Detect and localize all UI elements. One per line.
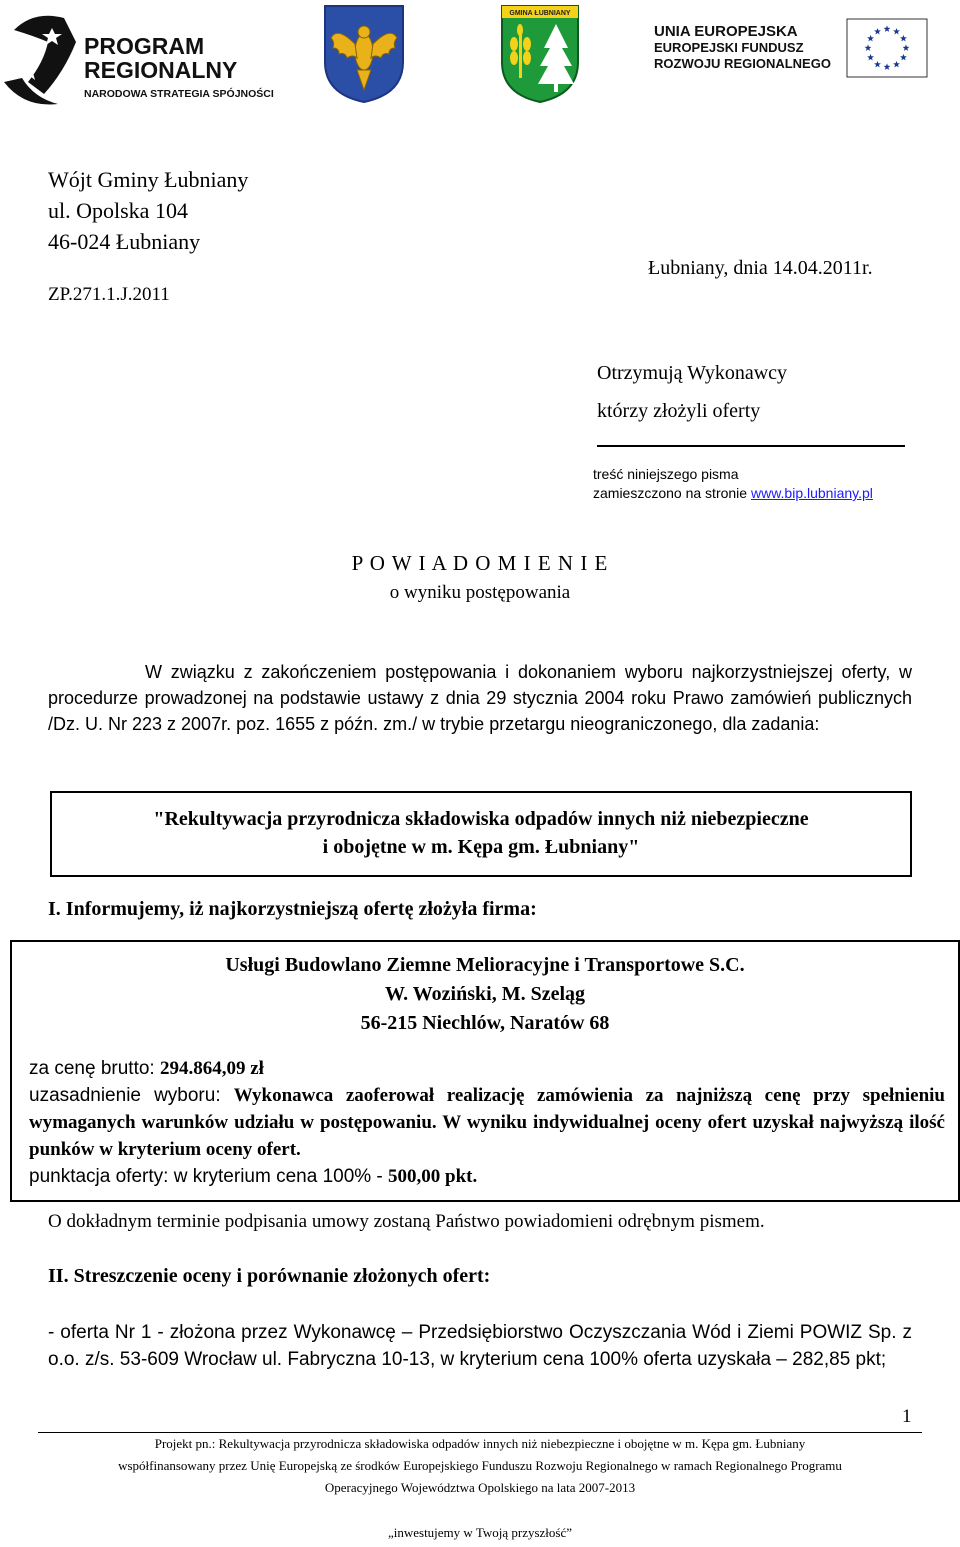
price-value: 294.864,09 zł bbox=[159, 1058, 264, 1079]
program-line-1: PROGRAM bbox=[84, 33, 205, 59]
eu-line-3: ROZWOJU REGIONALNEGO bbox=[654, 56, 831, 71]
recipient-underline bbox=[597, 445, 905, 447]
task-line-1: "Rekultywacja przyrodnicza składowiska odpadów innych niż niebezpieczne bbox=[153, 808, 809, 830]
recipient-line-2: którzy złożyli oferty bbox=[597, 400, 761, 422]
page-number: 1 bbox=[902, 1406, 912, 1427]
program-regionalny-logo bbox=[4, 8, 294, 108]
reason-text: Wykonawca zaoferował realizację zamówienia za najniższą cenę przy spełnieniu wymaganych warunków udziału w postępowaniu. W wyniku indywidualnej oceny ofert uzyskał najwyższą ilość punków w kryterium oceny ofert. bbox=[29, 1085, 945, 1160]
footer-line-1: Projekt pn.: Rekultywacja przyrodnicza składowiska odpadów innych niż niebezpieczne i obojętne w m. Kępa gm. Łubniany bbox=[154, 1436, 806, 1451]
sender-line-2: ul. Opolska 104 bbox=[48, 198, 188, 223]
note-prefix: zamieszczono na stronie bbox=[593, 485, 751, 501]
info-line: O dokładnym terminie podpisania umowy zostaną Państwo powiadomieni odrębnym pismem. bbox=[48, 1211, 765, 1232]
program-line-2: REGIONALNY bbox=[84, 57, 238, 83]
opolskie-coat-of-arms-icon bbox=[323, 4, 405, 104]
footer-slogan: „inwestujemy w Twoją przyszłość” bbox=[387, 1525, 573, 1540]
recipient-line-1: Otrzymują Wykonawcy bbox=[597, 362, 788, 384]
section1-box bbox=[10, 940, 960, 1202]
footer bbox=[0, 1433, 960, 1499]
intro-text: W związku z zakończeniem postępowania i dokonaniem wyboru najkorzystniejszej oferty, w procedurze prowadzonej na podstawie ustawy z dnia 29 stycznia 2004 roku Prawo zamówień publicznych /Dz. U. Nr 223 z 2007r. poz. 1655 z późn. zm./ w trybie przetargu nieograniczonego, dla zadania: bbox=[48, 662, 912, 734]
nss-star-icon bbox=[4, 12, 82, 108]
sender-line-1: Wójt Gminy Łubniany bbox=[48, 167, 249, 192]
score-line bbox=[29, 1163, 945, 1190]
firm-line-3: 56-215 Niechlów, Naratów 68 bbox=[360, 1012, 610, 1034]
program-sub: NARODOWA STRATEGIA SPÓJNOŚCI bbox=[84, 88, 274, 100]
task-box bbox=[50, 791, 912, 877]
note-line-1: treść niniejszego pisma bbox=[593, 466, 739, 482]
score-value: 500,00 pkt. bbox=[388, 1166, 478, 1187]
reason-label: uzasadnienie wyboru: bbox=[29, 1085, 234, 1106]
date-line: Łubniany, dnia 14.04.2011r. bbox=[648, 257, 873, 279]
sender-block bbox=[48, 164, 248, 257]
section1-heading: I. Informujemy, iż najkorzystniejszą ofertę złożyła firma: bbox=[48, 898, 537, 920]
firm-line-2: W. Woziński, M. Szeląg bbox=[384, 983, 586, 1005]
eu-line-2: EUROPEJSKI FUNDUSZ bbox=[654, 40, 804, 55]
offer-1-text: - oferta Nr 1 - złożona przez Wykonawcę – Przedsiębiorstwo Oczyszczania Wód i Ziemi POWIZ Sp. z o.o. z/s. 53-609 Wrocław ul. Fabryczna 10-13, w kryterium cena 100% oferta uzyskała – 282,85 pkt; bbox=[48, 1322, 912, 1370]
section2-heading: II. Streszczenie oceny i porównanie złożonych ofert: bbox=[48, 1265, 491, 1287]
document-subtitle: o wyniku postępowania bbox=[389, 582, 571, 603]
firm-line-1: Usługi Budowlano Ziemne Melioracyjne i Transportowe S.C. bbox=[225, 954, 745, 976]
offer-1-paragraph bbox=[48, 1319, 912, 1373]
gmina-lubniany-crest-icon bbox=[500, 4, 580, 104]
footer-line-3: Operacyjnego Województwa Opolskiego na lata 2007-2013 bbox=[324, 1480, 636, 1495]
eu-flag-icon bbox=[846, 18, 928, 78]
note-line-2 bbox=[593, 484, 873, 503]
price-label: za cenę brutto: bbox=[29, 1058, 160, 1079]
document-title: P O W I A D O M I E N I E bbox=[351, 551, 609, 575]
eu-line-1: UNIA EUROPEJSKA bbox=[654, 23, 798, 40]
reason-paragraph bbox=[29, 1082, 945, 1163]
eu-logo bbox=[654, 24, 934, 84]
reference-number: ZP.271.1.J.2011 bbox=[48, 284, 170, 305]
price-line bbox=[29, 1055, 945, 1082]
intro-paragraph bbox=[48, 659, 912, 737]
sender-line-3: 46-024 Łubniany bbox=[48, 229, 201, 254]
footer-line-2: współfinansowany przez Unię Europejską ze środków Europejskiego Funduszu Rozwoju Regionalnego w ramach Regionalnego Programu bbox=[118, 1458, 842, 1473]
score-label: punktacja oferty: w kryterium cena 100% - bbox=[29, 1166, 389, 1187]
task-line-2: i obojętne w m. Kępa gm. Łubniany" bbox=[322, 836, 640, 858]
bip-link[interactable]: www.bip.lubniany.pl bbox=[750, 485, 873, 501]
publication-note bbox=[593, 465, 873, 503]
crest-label: GMINA ŁUBNIANY bbox=[509, 10, 571, 17]
